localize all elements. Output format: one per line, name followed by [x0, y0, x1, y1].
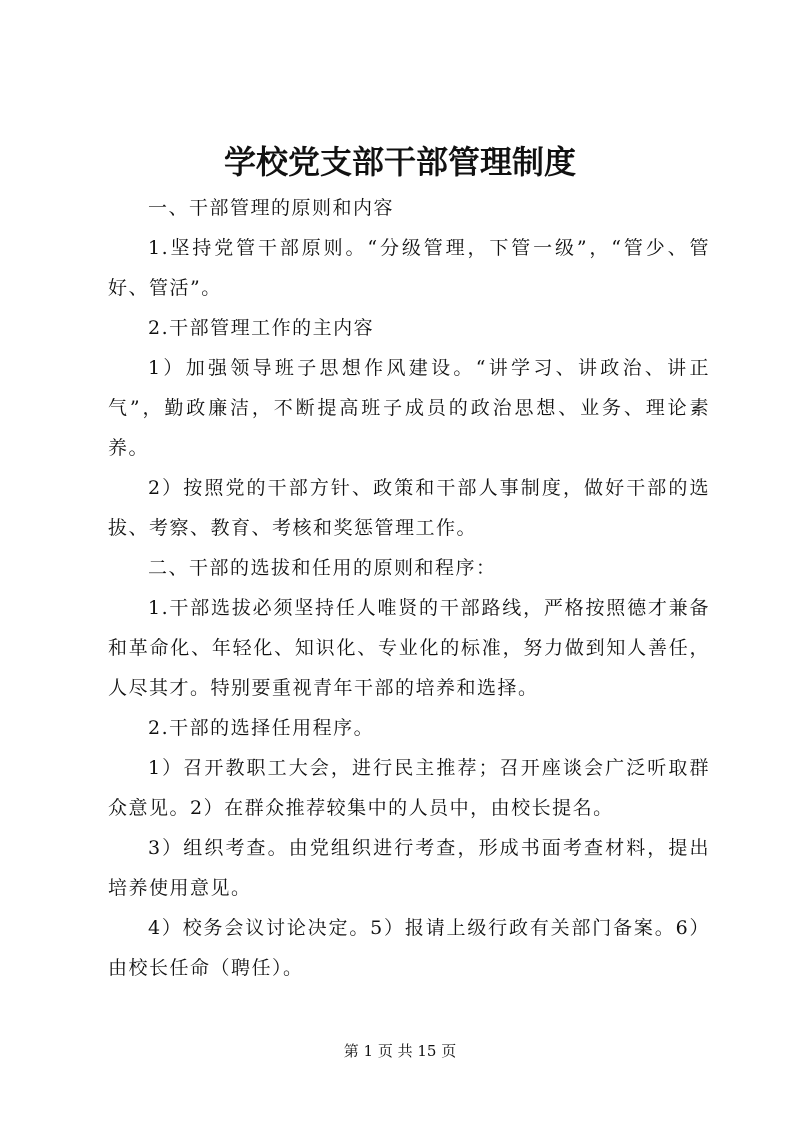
paragraph: 3）组织考查。由党组织进行考查，形成书面考查材料，提出培养使用意见。 — [108, 837, 710, 899]
paragraph: 一、干部管理的原则和内容 — [148, 197, 395, 219]
paragraph: 2.干部管理工作的主内容 — [148, 317, 375, 339]
paragraph: 1.坚持党管干部原则。“分级管理，下管一级”，“管少、管好、管活”。 — [108, 237, 710, 299]
paragraph: 1）召开教职工大会，进行民主推荐；召开座谈会广泛听取群众意见。2）在群众推荐较集中的人员中，由校长提名。 — [108, 757, 710, 819]
page-footer: 第 1 页 共 15 页 — [343, 1042, 457, 1060]
paragraph: 2）按照党的干部方针、政策和干部人事制度，做好干部的选拔、考察、教育、考核和奖惩管理工作。 — [108, 477, 710, 539]
document-title: 学校党支部干部管理制度 — [223, 143, 576, 181]
paragraph: 1.干部选拔必须坚持任人唯贤的干部路线，严格按照德才兼备和革命化、年轻化、知识化、专业化的标准，努力做到知人善任，人尽其才。特别要重视青年干部的培养和选择。 — [108, 597, 710, 699]
document-body — [108, 188, 710, 988]
paragraph: 2.干部的选择任用程序。 — [148, 717, 375, 739]
paragraph: 4）校务会议讨论决定。5）报请上级行政有关部门备案。6）由校长任命（聘任）。 — [108, 917, 710, 979]
paragraph: 二、干部的选拔和任用的原则和程序： — [148, 557, 497, 579]
paragraph: 1）加强领导班子思想作风建设。“讲学习、讲政治、讲正气”，勤政廉洁，不断提高班子成员的政治思想、业务、理论素养。 — [108, 357, 710, 459]
